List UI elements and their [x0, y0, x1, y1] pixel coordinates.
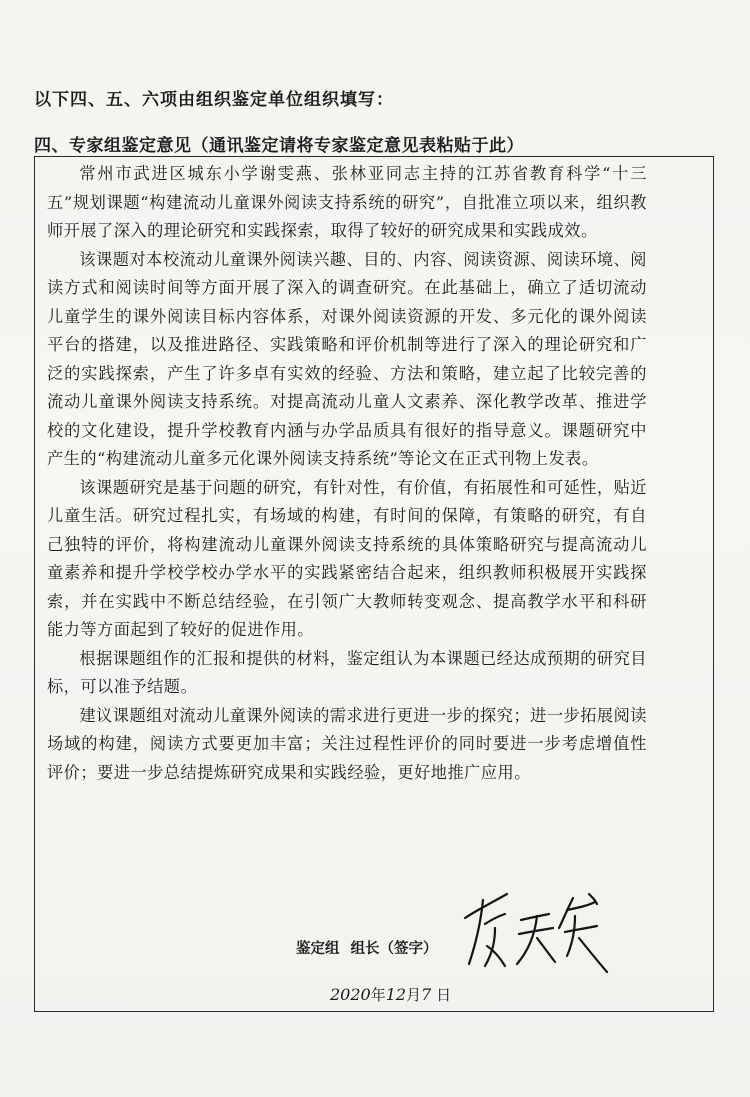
signing-date: [330, 984, 451, 1005]
date-day-unit: 日: [436, 986, 452, 1004]
signature-label-row: [296, 937, 444, 958]
leader-label: 组长（签字）: [350, 941, 438, 957]
paragraph: 建议课题组对流动儿童课外阅读的需求进行更进一步的探究；进一步拓展阅读场域的构建，阅读方式要更加丰富；关注过程性评价的同时要进一步考虑增值性评价；要进一步总结提炼研究成果和实践经验，更好地推广应用。: [47, 705, 647, 782]
date-month-unit: 月: [406, 986, 422, 1004]
handwritten-signature: [455, 880, 615, 980]
paragraph: 该课题研究是基于问题的研究，有针对性，有价值，有拓展性和可延性，贴近儿童生活。研究过程扎实，有场域的构建，有时间的保障，有策略的研究，有自己独特的评价，将构建流动儿童课外阅读支持系统的具体策略研究与提高流动儿童素养和提升学校学校办学水平的实践紧密结合起来，组织教师积极展开实践探索，并在实践中不断总结经验，在引领广大教师转变观念、提高教学水平和科研能力等方面起到了较好的促进作用。: [47, 477, 647, 639]
date-month: 12: [385, 985, 407, 1004]
opinion-body: [47, 160, 647, 787]
date-year-unit: 年: [370, 986, 386, 1004]
section-title: 四、专家组鉴定意见（通讯鉴定请将专家鉴定意见表粘贴于此）: [34, 136, 524, 156]
paragraph: 常州市武进区城东小学谢雯燕、张林亚同志主持的江苏省教育科学“十三五”规划课题“构建流动儿童课外阅读支持系统的研究”，自批准立项以来，组织教师开展了深入的理论研究和实践探索，取得了较好的研究成果和实践成效。: [47, 164, 647, 240]
intro-note: 以下四、五、六项由组织鉴定单位组织填写：: [34, 90, 394, 110]
paragraph: 该课题对本校流动儿童课外阅读兴趣、目的、内容、阅读资源、阅读环境、阅读方式和阅读时间等方面开展了深入的调查研究。在此基础上，确立了适切流动儿童学生的课外阅读目标内容体系，对课外阅读资源的开发、多元化的课外阅读平台的搭建，以及推进路径、实践策略和评价机制等进行了深入的理论研究和广泛的实践探索，产生了许多卓有实效的经验、方法和策略，建立起了比较完善的流动儿童课外阅读支持系统。对提高流动儿童人文素养、深化教学改革、推进学校的文化建设，提升学校教育内涵与办学品质具有很好的指导意义。课题研究中产生的“构建流动儿童多元化课外阅读支持系统”等论文在正式刊物上发表。: [47, 249, 647, 468]
paragraph: 根据课题组作的汇报和提供的材料，鉴定组认为本课题已经达成预期的研究目标，可以准予结题。: [47, 648, 647, 696]
date-day: 7: [421, 985, 432, 1004]
group-label: 鉴定组: [296, 941, 340, 957]
date-year: 2020: [330, 985, 371, 1004]
